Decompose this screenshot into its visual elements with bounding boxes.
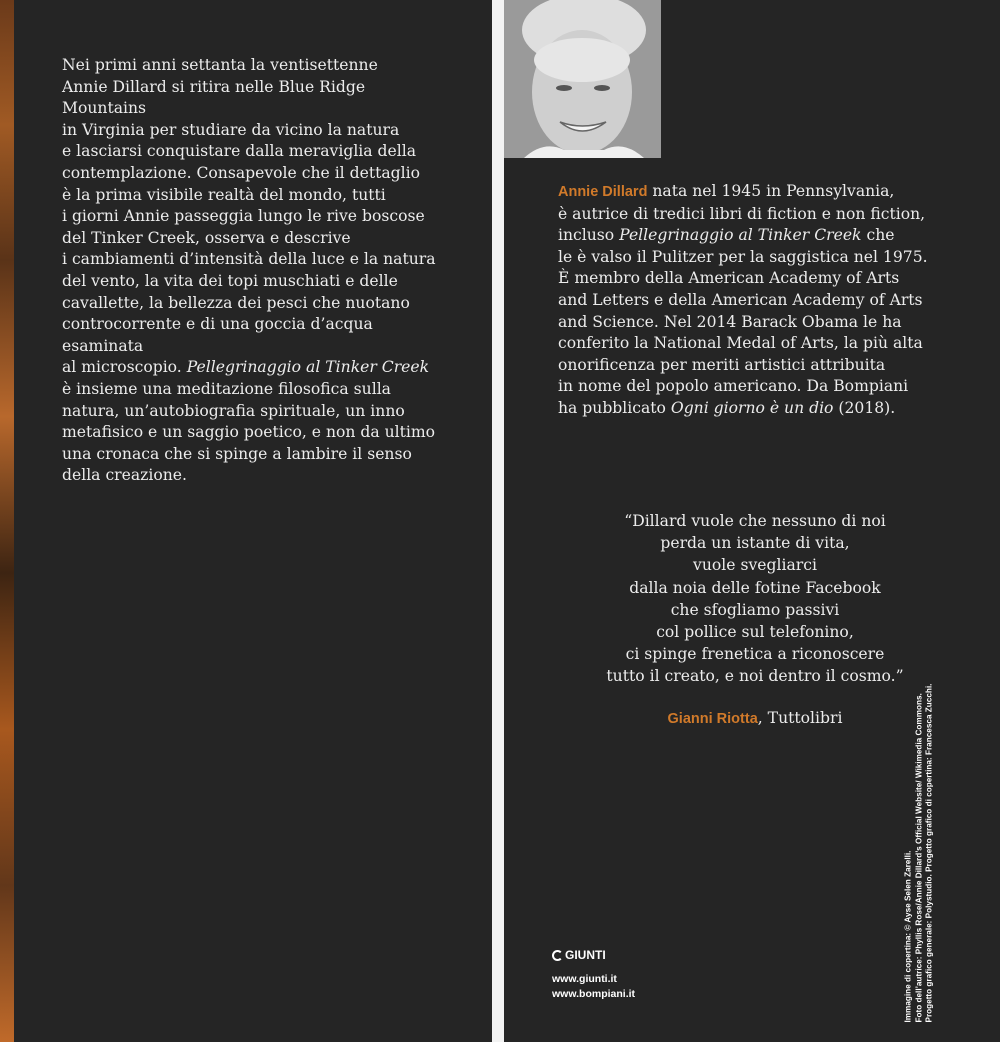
synopsis-text: [62, 55, 452, 487]
bio-line: È membro della American Academy of Arts: [558, 269, 900, 288]
author-bio: [558, 181, 953, 420]
author-photo: [504, 0, 661, 158]
giunti-logo-icon: [552, 950, 563, 961]
synopsis-line: metafisico e un saggio poetico, e non da ultimo: [62, 423, 436, 442]
quote-line: perda un istante di vita,: [660, 534, 850, 553]
book-title: Ogni giorno è un dio: [670, 398, 834, 417]
author-portrait-illustration: [504, 0, 661, 158]
bio-line: and Letters e della American Academy of Arts: [558, 290, 923, 309]
synopsis-line: i cambiamenti d’intensità della luce e la natura: [62, 250, 436, 269]
credit-line: Progetto grafico generale: Polystudio. Progetto grafico di copertina: Francesca Zucchi.: [924, 683, 934, 1022]
credits-rotated-text: [904, 670, 936, 1022]
website-link[interactable]: www.giunti.it: [552, 973, 617, 985]
synopsis-line: del vento, la vita dei topi muschiati e delle: [62, 271, 398, 290]
synopsis-line: controcorrente e di una goccia d’acqua esaminata: [62, 315, 373, 355]
bio-line: le è valso il Pulitzer per la saggistica nel 1975.: [558, 247, 928, 266]
author-name: Annie Dillard: [558, 184, 648, 200]
synopsis-line: e lasciarsi conquistare dalla meraviglia della: [62, 142, 417, 161]
bio-line: [558, 398, 953, 420]
publisher-links: [552, 972, 635, 1002]
publisher-logo: [552, 948, 606, 962]
synopsis-line: [62, 357, 452, 379]
synopsis-line: è la prima visibile realtà del mondo, tutti: [62, 185, 386, 204]
bio-line: conferito la National Medal of Arts, la più alta: [558, 334, 923, 353]
synopsis-line: del Tinker Creek, osserva e descrive: [62, 228, 351, 247]
bio-line: in nome del popolo americano. Da Bompiani: [558, 377, 909, 396]
quote-source: , Tuttolibri: [757, 709, 843, 727]
review-quote: [560, 510, 950, 688]
quote-attribution: [560, 709, 950, 727]
synopsis-line: natura, un’autobiografia spirituale, un inno: [62, 401, 405, 420]
synopsis-line: i giorni Annie passeggia lungo le rive boscose: [62, 207, 425, 226]
bio-line: [558, 225, 953, 247]
credit-line: Immagine di copertina: © Ayse Selen Zarelli.: [903, 850, 913, 1022]
bio-fragment: (2018).: [833, 398, 896, 417]
quote-line: tutto il creato, e noi dentro il cosmo.”: [606, 667, 904, 686]
synopsis-line: contemplazione. Consapevole che il dettaglio: [62, 163, 421, 182]
bio-line: è autrice di tredici libri di fiction e non fiction,: [558, 204, 926, 223]
synopsis-line: in Virginia per studiare da vicino la natura: [62, 120, 400, 139]
flap-fold-gutter: [492, 0, 504, 1042]
quote-line: col pollice sul telefonino,: [656, 623, 854, 642]
quote-author: Gianni Riotta: [667, 711, 758, 727]
website-link[interactable]: www.bompiani.it: [552, 988, 636, 1000]
book-title: Pellegrinaggio al Tinker Creek: [186, 358, 430, 377]
bio-fragment: nata nel 1945 in Pennsylvania,: [647, 182, 895, 200]
bio-fragment: che: [861, 226, 895, 245]
synopsis-line: è insieme una meditazione filosofica sulla: [62, 379, 391, 398]
quote-line: che sfogliamo passivi: [670, 600, 840, 619]
quote-line: dalla noia delle fotine Facebook: [629, 578, 881, 597]
synopsis-fragment: al microscopio.: [62, 358, 182, 377]
synopsis-line: Annie Dillard si ritira nelle Blue Ridge Mountains: [62, 77, 366, 118]
image-credits: [903, 670, 989, 1022]
quote-line: ci spinge frenetica a riconoscere: [625, 645, 885, 664]
synopsis-line: Nei primi anni settanta la ventisettenne: [62, 56, 378, 74]
bio-line: [558, 181, 953, 204]
synopsis-line: cavallette, la bellezza dei pesci che nuotano: [62, 293, 410, 312]
publisher-logo-text: GIUNTI: [565, 948, 606, 962]
book-title: Pellegrinaggio al Tinker Creek: [619, 226, 862, 245]
credit-line: Foto dell’autrice: Phyllis Rose/Annie Dillard’s Official Website/ Wikimedia Commons.: [914, 692, 923, 1022]
bio-fragment: ha pubblicato: [558, 398, 671, 417]
bio-line: onorificenza per meriti artistici attribuita: [558, 355, 886, 374]
cover-image-edge: [0, 0, 14, 1042]
quote-line: “Dillard vuole che nessuno di noi: [624, 512, 886, 530]
synopsis-line: una cronaca che si spinge a lambire il senso: [62, 444, 412, 463]
bio-line: and Science. Nel 2014 Barack Obama le ha: [558, 312, 902, 331]
bio-fragment: incluso: [558, 226, 620, 245]
synopsis-line: della creazione.: [62, 466, 187, 485]
quote-line: vuole svegliarci: [693, 556, 817, 575]
